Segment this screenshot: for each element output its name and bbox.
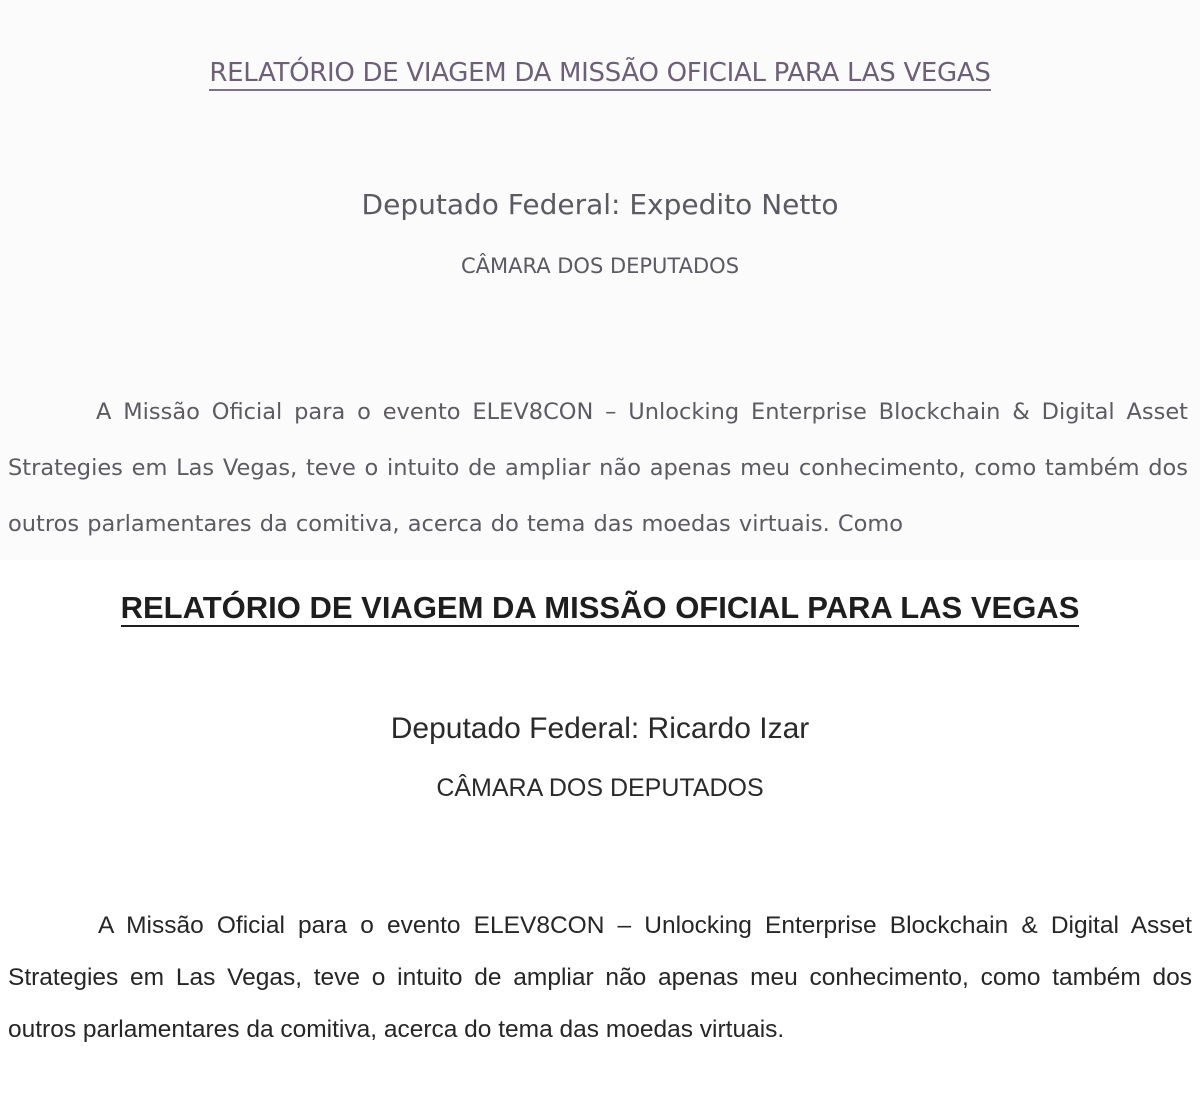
report-excerpt-ricardo-izar xyxy=(0,560,1200,1111)
chamber-name: CÂMARA DOS DEPUTADOS xyxy=(460,254,740,278)
chamber-name: CÂMARA DOS DEPUTADOS xyxy=(436,774,764,802)
report-title: RELATÓRIO DE VIAGEM DA MISSÃO OFICIAL PARA LAS VEGAS xyxy=(120,590,1080,625)
deputy-name: Deputado Federal: Ricardo Izar xyxy=(390,712,810,745)
report-paragraph: A Missão Oficial para o evento ELEV8CON – Unlocking Enterprise Blockchain & Digital Asset Strategies em Las Vegas, teve o intuito de ampliar não apenas meu conhecimento, como também dos outros parlamentares da comitiva, acerca do tema das moedas virtuais. Como xyxy=(8,399,1188,537)
deputy-name: Deputado Federal: Expedito Netto xyxy=(361,188,839,221)
report-title: RELATÓRIO DE VIAGEM DA MISSÃO OFICIAL PARA LAS VEGAS xyxy=(0,58,1200,88)
report-paragraph: A Missão Oficial para o evento ELEV8CON – Unlocking Enterprise Blockchain & Digital Asset Strategies em Las Vegas, teve o intuito de ampliar não apenas meu conhecimento, como também dos outros parlamentares da comitiva, acerca do tema das moedas virtuais. xyxy=(8,912,1192,1043)
